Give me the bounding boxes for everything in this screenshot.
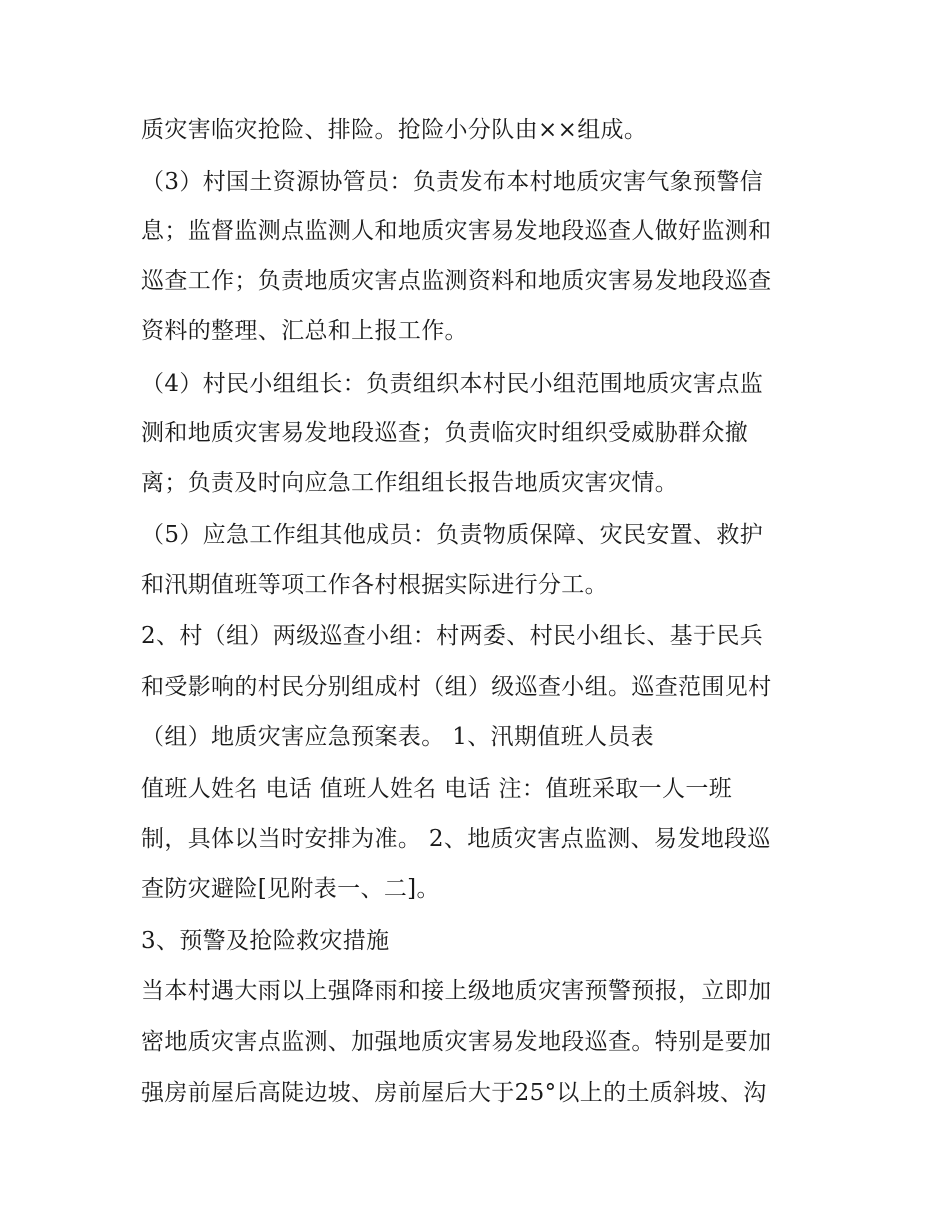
text-line: 2、村（组）两级巡查小组：村两委、村民小组长、基于民兵 — [141, 623, 764, 649]
text-line: 资料的整理、汇总和上报工作。 — [141, 318, 468, 344]
text-line: （3）村国土资源协管员：负责发布本村地质灾害气象预警信 — [141, 169, 764, 195]
text-line: 息；监督监测点监测人和地质灾害易发地段巡查人做好监测和 — [141, 218, 772, 244]
text-line: 强房前屋后高陡边坡、房前屋后大于25°以上的土质斜坡、沟 — [141, 1080, 767, 1106]
text-line: （4）村民小组组长：负责组织本村民小组范围地质灾害点监 — [141, 371, 764, 397]
text-line: 3、预警及抢险救灾措施 — [141, 928, 390, 954]
text-line: 测和地质灾害易发地段巡查；负责临灾时组织受威胁群众撤 — [141, 420, 749, 446]
text-line: 离；负责及时向应急工作组组长报告地质灾害灾情。 — [141, 470, 679, 496]
text-line: 质灾害临灾抢险、排险。抢险小分队由××组成。 — [141, 117, 648, 143]
text-line: （组）地质灾害应急预案表。 1、汛期值班人员表 — [141, 724, 654, 750]
text-line: （5）应急工作组其他成员：负责物质保障、灾民安置、救护 — [141, 522, 764, 548]
text-line: 巡查工作；负责地质灾害点监测资料和地质灾害易发地段巡查 — [141, 268, 772, 294]
text-line: 当本村遇大雨以上强降雨和接上级地质灾害预警预报，立即加 — [141, 978, 772, 1004]
text-line: 查防灾避险[见附表一、二]。 — [141, 876, 440, 902]
text-line: 密地质灾害点监测、加强地质灾害易发地段巡查。特别是要加 — [141, 1029, 772, 1055]
text-line: 制，具体以当时安排为准。 2、地质灾害点监测、易发地段巡 — [141, 826, 771, 852]
text-line: 值班人姓名 电话 值班人姓名 电话 注：值班采取一人一班 — [141, 776, 733, 802]
text-line: 和受影响的村民分别组成村（组）级巡查小组。巡查范围见村 — [141, 674, 772, 700]
text-line: 和汛期值班等项工作各村根据实际进行分工。 — [141, 572, 608, 598]
